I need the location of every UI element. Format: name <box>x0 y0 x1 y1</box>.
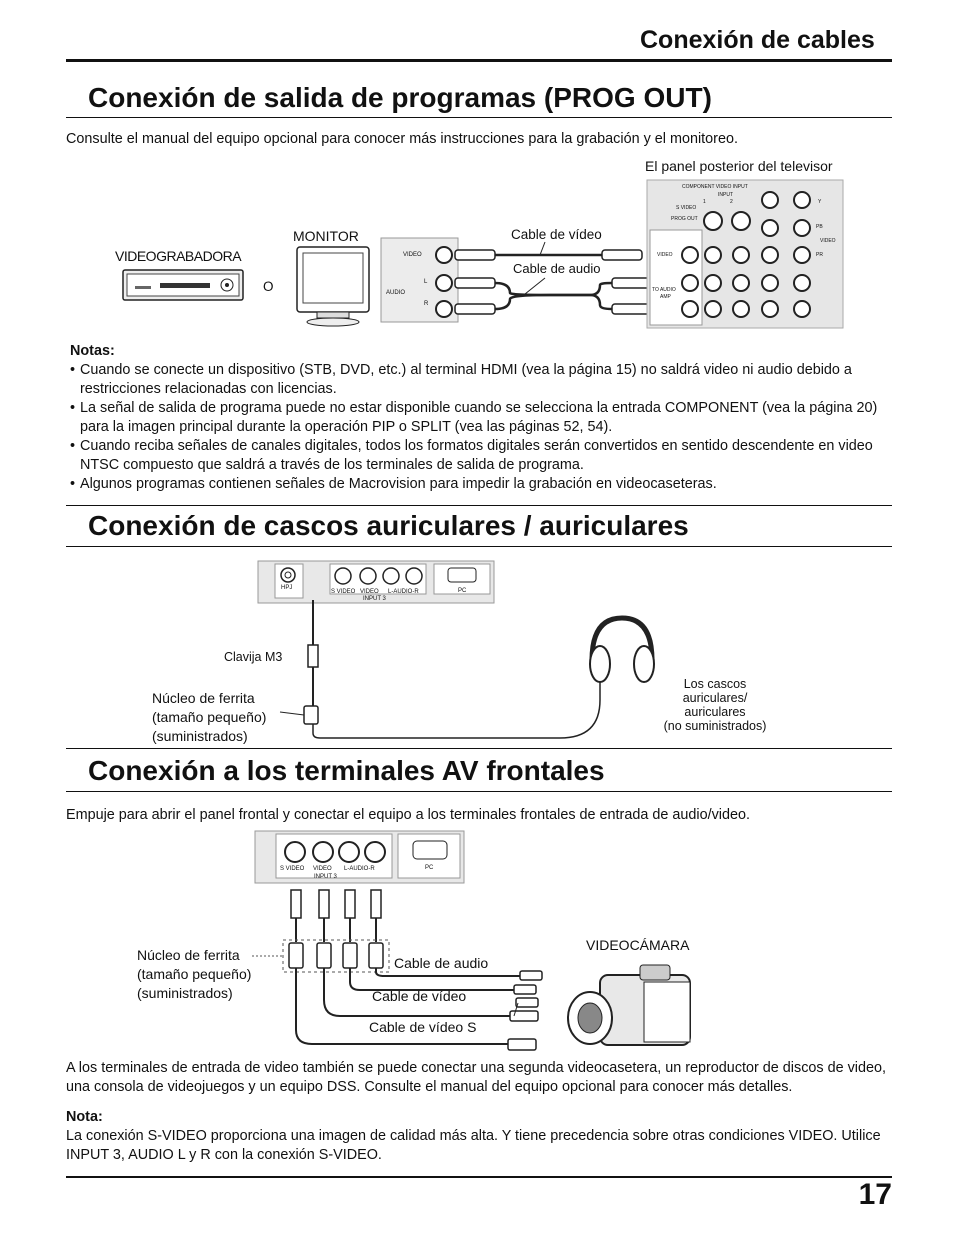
front-audio-label: L-AUDIO-R <box>344 866 375 872</box>
notes-title: Notas: <box>70 343 115 359</box>
front-video-label: VIDEO <box>313 866 332 872</box>
camcorder-device <box>568 965 690 1045</box>
monitor-label: MONITOR <box>293 228 359 244</box>
tv-1-label: 1 <box>703 199 706 205</box>
chapter-header: Conexión de cables <box>640 26 875 54</box>
src-video-label: VIDEO <box>403 252 422 258</box>
front-svideo-cable-label: Cable de vídeo S <box>369 1019 477 1035</box>
note-title: Nota: <box>66 1109 103 1125</box>
tv-video2-label: VIDEO <box>820 238 836 244</box>
section-title-front-av: Conexión a los terminales AV frontales <box>88 755 605 786</box>
headphones-line: (no suministrados) <box>663 719 767 733</box>
section1-intro: Consulte el manual del equipo opcional para conocer más instrucciones para la grabación y el monitoreo. <box>66 131 738 147</box>
headphones-line: Los cascos <box>683 677 747 691</box>
tv-pb-label: PB <box>816 224 823 230</box>
front-svideo-label: S VIDEO <box>280 866 305 872</box>
panel-video-label: VIDEO <box>360 589 379 595</box>
section-title-prog-out: Conexión de salida de programas (PROG OUT) <box>88 82 712 113</box>
tv-video-label: VIDEO <box>657 252 673 258</box>
tv-amp-label: AMP <box>660 294 671 300</box>
tv-toaudio-label: TO AUDIO <box>652 287 676 293</box>
tv-input-label: INPUT <box>718 192 733 198</box>
page-number: 17 <box>858 1178 892 1211</box>
note-item: • Algunos programas contienen señales de Macrovision para impedir la grabación en videocaseteras. <box>66 475 892 494</box>
panel-pc-label: PC <box>458 588 467 594</box>
section3-paragraph: A los terminales de entrada de video también se puede conectar una segunda videocasetera, un reproductor de discos de video, una consola de videojuegos y un equipo DSS. Consulte el manual del equipo opcional para conocer más detalles. <box>66 1060 886 1095</box>
front-input3-label: INPUT 3 <box>314 874 337 880</box>
ferrite-line: Núcleo de ferrita <box>137 947 240 963</box>
ferrite-line: (suministrados) <box>137 985 233 1001</box>
audio-cable-label: Cable de audio <box>513 261 601 276</box>
ferrite-line: (tamaño pequeño) <box>137 966 252 982</box>
panel-audio-label: L-AUDIO-R <box>388 589 419 595</box>
headphones-line: auriculares <box>684 705 746 719</box>
ferrite-line: Núcleo de ferrita <box>152 690 255 706</box>
footer-rule <box>66 1176 892 1178</box>
src-l-label: L <box>424 279 428 285</box>
section3-intro: Empuje para abrir el panel frontal y conectar el equipo a los terminales frontales de entrada de audio/video. <box>66 807 750 823</box>
vcr-label: VIDEOGRABADORA <box>115 248 242 264</box>
tv-2-label: 2 <box>730 199 733 205</box>
tv-component-label: COMPONENT VIDEO INPUT <box>682 184 748 190</box>
front-pc-label: PC <box>425 865 434 871</box>
src-r-label: R <box>424 301 429 307</box>
video-cable-label: Cable de vídeo <box>511 227 602 242</box>
panel-hpj-label: HPJ <box>281 585 293 591</box>
tv-y-label: Y <box>818 199 822 205</box>
note-item: • La señal de salida de programa puede no estar disponible cuando se selecciona la entrada COMPONENT (vea la página 20) para la imagen principal durante la operación PIP o SPLIT (vea las páginas 52, 54). <box>66 399 892 437</box>
tv-svideo-label: S VIDEO <box>676 205 697 211</box>
ferrite-line: (tamaño pequeño) <box>152 709 267 725</box>
or-label: O <box>263 279 274 294</box>
camcorder-label: VIDEOCÁMARA <box>586 937 690 953</box>
panel-input3-label: INPUT 3 <box>363 596 386 602</box>
tv-progout-label: PROG OUT <box>671 216 698 222</box>
section-title-headphones: Conexión de cascos auriculares / auriculares <box>88 510 689 541</box>
note-item: • Cuando se conecte un dispositivo (STB, DVD, etc.) al terminal HDMI (vea la página 15) no saldrá video ni audio debido a restricciones relacionadas con licencias. <box>66 361 892 399</box>
tv-panel-label: El panel posterior del televisor <box>645 158 833 174</box>
note-text: La conexión S-VIDEO proporciona una imagen de calidad más alta. Y tiene precedencia sobre otras condiciones VIDEO. Utilice INPUT 3, AUDIO L y R con la conexión S-VIDEO. <box>66 1128 881 1163</box>
plug-label: Clavija M3 <box>224 650 283 664</box>
headphones-line: auriculares/ <box>682 691 748 705</box>
front-video-cable-label: Cable de vídeo <box>372 988 467 1004</box>
front-ferrite-label <box>137 946 251 1003</box>
panel-svideo-label: S VIDEO <box>331 589 356 595</box>
front-audio-cable-label: Cable de audio <box>394 955 489 971</box>
src-audio-label: AUDIO <box>386 290 406 296</box>
note-item: • Cuando reciba señales de canales digitales, todos los formatos digitales serán convertidos en sentido descendente en video NTSC compuesto que saldrá a través de los terminales de salida de programa. <box>66 437 892 475</box>
ferrite-line: (suministrados) <box>152 728 248 744</box>
tv-pr-label: PR <box>816 252 823 258</box>
